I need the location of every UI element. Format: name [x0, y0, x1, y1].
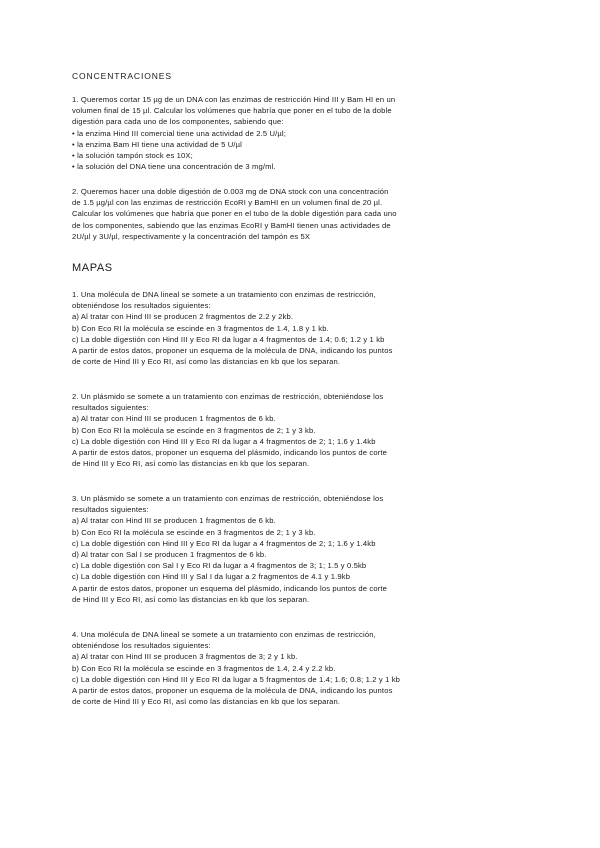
paragraph-line: resultados siguientes:: [72, 403, 149, 413]
paragraph-line: c) La doble digestión con Sal I y Eco RI da lugar a 4 fragmentos de 3; 1; 1.5 y 0.5kb: [72, 561, 367, 571]
paragraph-line: c) La doble digestión con Hind III y Eco RI da lugar a 5 fragmentos de 1.4; 1.6; 0.8; 1.2 y 1 kb: [72, 674, 401, 684]
paragraph-line: b) Con Eco RI la molécula se escinde en 3 fragmentos de 1.4, 2.4 y 2.2 kb.: [72, 663, 336, 673]
paragraph-line: A partir de estos datos, proponer un esquema del plásmido, indicando los puntos de corte: [72, 448, 388, 458]
paragraph-line: c) La doble digestión con Hind III y Eco RI da lugar a 4 fragmentos de 2; 1; 1.6 y 1.4kb: [72, 436, 376, 446]
paragraph-line: obteniéndose los resultados siguientes:: [72, 641, 211, 651]
mapas-problem-3: [72, 493, 542, 605]
paragraph-line: 2U/µl y 3U/µl, respectivamente y la concentración del tampón es 5X: [72, 231, 311, 241]
paragraph-line: A partir de estos datos, proponer un esquema de la molécula de DNA, indicando los puntos: [72, 346, 393, 356]
paragraph-line: Calcular los volúmenes que habría que poner en el tubo de la doble digestión para cada uno: [72, 209, 397, 219]
concentraciones-problem-2: [72, 186, 542, 242]
paragraph-line: 2. Queremos hacer una doble digestión de 0.003 mg de DNA stock con una concentración: [72, 187, 389, 196]
paragraph-line: 3. Un plásmido se somete a un tratamiento con enzimas de restricción, obteniéndose los: [72, 494, 384, 503]
paragraph-line: de corte de Hind III y Eco RI, así como las distancias en kb que los separan.: [72, 697, 341, 707]
paragraph-line: c) La doble digestión con Hind III y Eco RI da lugar a 4 fragmentos de 1.4; 0.6; 1.2 y 1 kb: [72, 334, 385, 344]
concentraciones-problem-1: [72, 94, 542, 172]
mapas-problem-1: [72, 289, 542, 367]
mapas-problem-4: [72, 629, 542, 707]
paragraph-line: a) Al tratar con Hind III se producen 1 fragmentos de 6 kb.: [72, 414, 276, 424]
paragraph-line: c) La doble digestión con Hind III y Eco RI da lugar a 4 fragmentos de 2; 1; 1.6 y 1.4kb: [72, 538, 376, 548]
paragraph-line: b) Con Eco RI la molécula se escinde en 3 fragmentos de 1.4, 1.8 y 1 kb.: [72, 323, 329, 333]
bullet-item: • la enzima Bam HI tiene una actividad de 5 U/µl: [72, 139, 242, 149]
paragraph-line: volumen final de 15 µl. Calcular los volúmenes que habría que poner en el tubo de la doble: [72, 106, 392, 116]
paragraph-line: A partir de estos datos, proponer un esquema del plásmido, indicando los puntos de corte: [72, 583, 388, 593]
paragraph-line: b) Con Eco RI la molécula se escinde en 3 fragmentos de 2; 1 y 3 kb.: [72, 425, 316, 435]
paragraph-line: de los componentes, sabiendo que las enzimas EcoRI y BamHI tienen unas actividades de: [72, 220, 391, 230]
bullet-item: • la enzima Hind III comercial tiene una actividad de 2.5 U/µl;: [72, 128, 287, 138]
paragraph-line: digestión para cada uno de los componentes, sabiendo que:: [72, 117, 284, 127]
paragraph-line: c) La doble digestión con Hind III y Sal I da lugar a 2 fragmentos de 4.1 y 1.9kb: [72, 572, 351, 582]
paragraph-line: de 1.5 µg/µl con las enzimas de restricción EcoRI y BamHI en un volumen final de 20 µl.: [72, 198, 383, 208]
paragraph-line: de corte de Hind III y Eco RI, así como las distancias en kb que los separan.: [72, 357, 341, 367]
paragraph-line: d) Al tratar con Sal I se producen 1 fragmentos de 6 kb.: [72, 550, 267, 560]
paragraph-line: 4. Una molécula de DNA lineal se somete a un tratamiento con enzimas de restricción,: [72, 630, 376, 639]
mapas-problem-2: [72, 391, 542, 469]
paragraph-line: a) Al tratar con Hind III se producen 3 fragmentos de 3; 2 y 1 kb.: [72, 652, 298, 662]
paragraph-line: 1. Una molécula de DNA lineal se somete a un tratamiento con enzimas de restricción,: [72, 290, 376, 299]
paragraph-line: resultados siguientes:: [72, 505, 149, 515]
paragraph-line: A partir de estos datos, proponer un esquema de la molécula de DNA, indicando los puntos: [72, 686, 393, 696]
bullet-item: • la solución tampón stock es 10X;: [72, 151, 193, 161]
bullet-item: • la solución del DNA tiene una concentración de 3 mg/ml.: [72, 162, 276, 172]
heading-concentraciones: CONCENTRACIONES: [72, 71, 172, 81]
paragraph-line: 1. Queremos cortar 15 µg de un DNA con las enzimas de restricción Hind III y Bam HI en un: [72, 95, 396, 104]
paragraph-line: a) Al tratar con Hind III se producen 1 fragmentos de 6 kb.: [72, 516, 276, 526]
paragraph-line: de Hind III y Eco RI, así como las distancias en kb que los separan.: [72, 459, 310, 469]
paragraph-line: de Hind III y Eco RI, así como las distancias en kb que los separan.: [72, 594, 310, 604]
paragraph-line: 2. Un plásmido se somete a un tratamiento con enzimas de restricción, obteniéndose los: [72, 392, 384, 401]
paragraph-line: b) Con Eco RI la molécula se escinde en 3 fragmentos de 2; 1 y 3 kb.: [72, 527, 316, 537]
heading-mapas: MAPAS: [72, 262, 113, 274]
paragraph-line: a) Al tratar con Hind III se producen 2 fragmentos de 2.2 y 2kb.: [72, 312, 294, 322]
paragraph-line: obteniéndose los resultados siguientes:: [72, 301, 211, 311]
